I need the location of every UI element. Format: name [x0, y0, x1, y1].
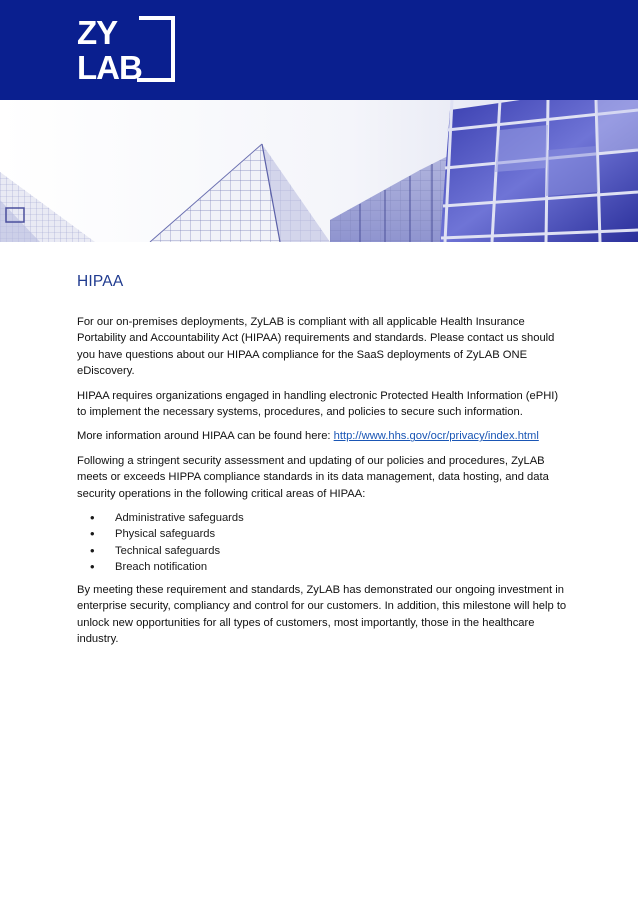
- hero-image: [0, 100, 638, 242]
- list-item: • Administrative safeguards: [115, 510, 567, 526]
- document-body: [77, 273, 567, 655]
- page-title: HIPAA: [77, 273, 124, 290]
- paragraph-compliance: For our on-premises deployments, ZyLAB is compliant with all applicable Health Insurance Portability and Accountability Act (HIPAA) requirements and standards. Please contact us should you have questions about our HIPAA compliance for the SaaS deployments of ZyLAB ONE eDiscovery.: [77, 316, 555, 378]
- building-illustration: [0, 100, 638, 242]
- safeguards-list: [77, 510, 567, 576]
- logo-text-top: ZY: [77, 16, 118, 51]
- header-bar: [0, 0, 638, 100]
- paragraph-requirements: HIPAA requires organizations engaged in handling electronic Protected Health Information (ePHI) to implement the necessary systems, procedures, and policies to secure such information.: [77, 389, 559, 419]
- hhs-privacy-link[interactable]: http://www.hhs.gov/ocr/privacy/index.html: [333, 430, 539, 443]
- logo-text-bottom: LAB: [77, 49, 142, 82]
- list-item: • Physical safeguards: [115, 526, 567, 542]
- list-item: • Breach notification: [115, 559, 567, 575]
- list-item: • Technical safeguards: [115, 543, 567, 559]
- paragraph-more-info: [77, 428, 567, 444]
- zylab-logo: [77, 16, 175, 82]
- paragraph-assessment: Following a stringent security assessment and updating of our policies and procedures, ZyLAB meets or exceeds HIPPA compliance standards in its data management, data hosting, and data security operations in the following critical areas of HIPAA:: [77, 454, 549, 500]
- more-info-prefix: More information around HIPAA can be found here:: [77, 430, 334, 443]
- paragraph-conclusion: By meeting these requirement and standards, ZyLAB has demonstrated our ongoing investment in enterprise security, compliancy and control for our customers. In addition, this milestone will help to unlock new opportunities for all types of customers, most importantly, those in the healthcare industry.: [77, 583, 567, 645]
